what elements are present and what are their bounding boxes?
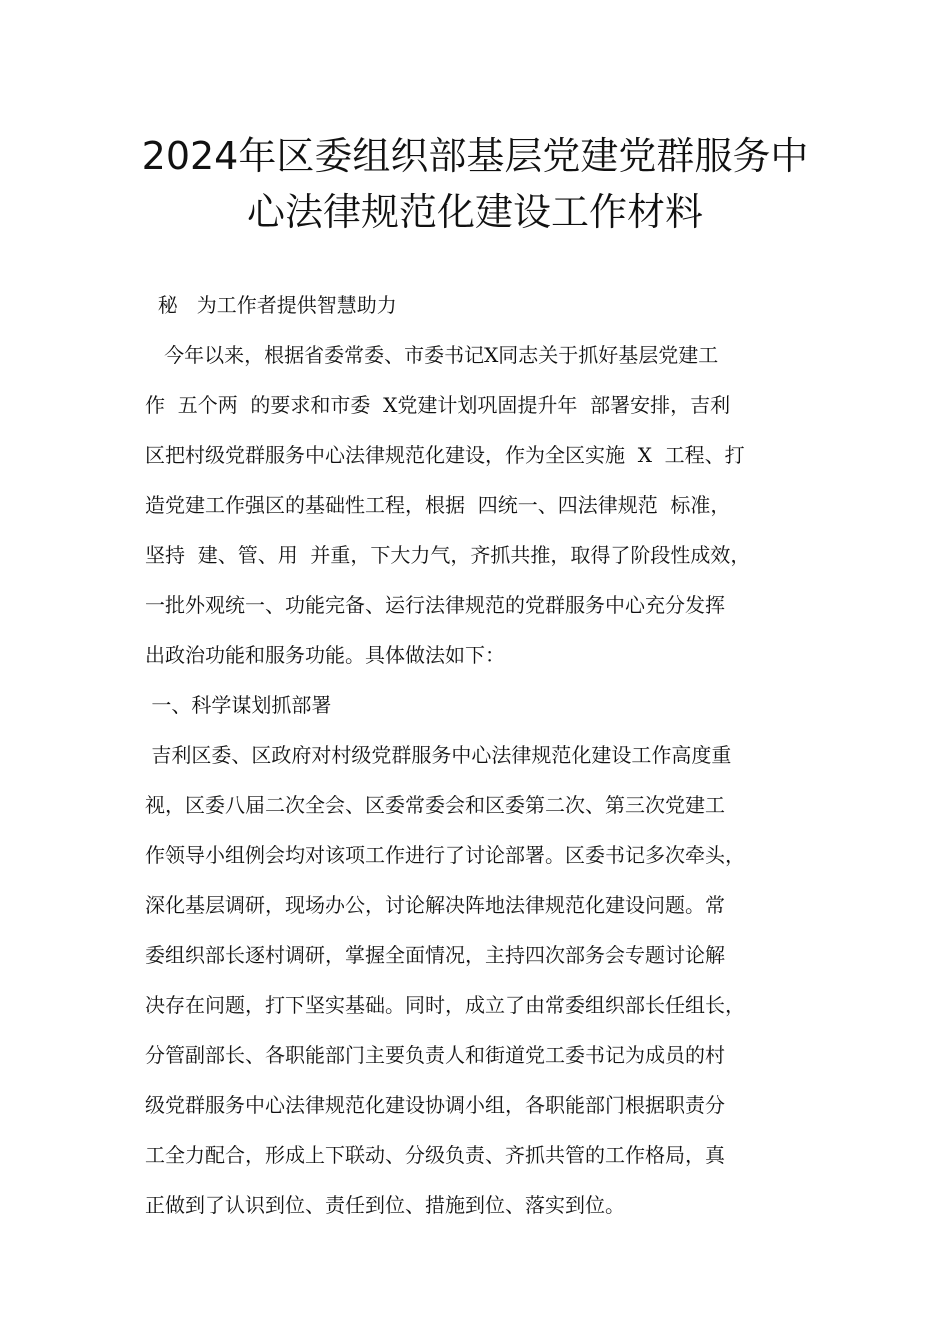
title-line-1: 2024年区委组织部基层党建党群服务中 bbox=[141, 134, 809, 178]
body-line: 工全力配合，形成上下联动、分级负责、齐抓共管的工作格局，真 bbox=[145, 1143, 725, 1167]
body-line: 视，区委八届二次全会、区委常委会和区委第二次、第三次党建工 bbox=[145, 793, 725, 817]
body-line: 作 五个两 的要求和市委 X党建计划巩固提升年 部署安排，吉利 bbox=[145, 393, 731, 417]
section-heading: 一、科学谋划抓部署 bbox=[145, 693, 332, 717]
body-line: 区把村级党群服务中心法律规范化建设，作为全区实施 X 工程、打 bbox=[145, 443, 745, 467]
body-line: 吉利区委、区政府对村级党群服务中心法律规范化建设工作高度重 bbox=[145, 743, 732, 767]
title-line-2: 心法律规范化建设工作材料 bbox=[246, 190, 703, 234]
body-line: 出政治功能和服务功能。具体做法如下： bbox=[145, 643, 505, 667]
body-line: 今年以来，根据省委常委、市委书记X同志关于抓好基层党建工 bbox=[145, 343, 719, 367]
body-line: 作领导小组例会均对该项工作进行了讨论部署。区委书记多次牵头， bbox=[145, 843, 745, 867]
document-title bbox=[100, 128, 850, 240]
body-line: 委组织部长逐村调研，掌握全面情况，主持四次部务会专题讨论解 bbox=[145, 943, 725, 967]
body-line: 级党群服务中心法律规范化建设协调小组，各职能部门根据职责分 bbox=[145, 1093, 725, 1117]
body-line: 分管副部长、各职能部门主要负责人和街道党工委书记为成员的村 bbox=[145, 1043, 725, 1067]
document-body bbox=[145, 280, 835, 1230]
body-line: 造党建工作强区的基础性工程，根据 四统一、四法律规范 标准， bbox=[145, 493, 731, 517]
body-line: 决存在问题，打下坚实基础。同时，成立了由常委组织部长任组长， bbox=[145, 993, 745, 1017]
body-line: 正做到了认识到位、责任到位、措施到位、落实到位。 bbox=[145, 1193, 625, 1217]
body-line: 秘 为工作者提供智慧助力 bbox=[145, 293, 397, 317]
body-line: 一批外观统一、功能完备、运行法律规范的党群服务中心充分发挥 bbox=[145, 593, 725, 617]
body-line: 坚持 建、管、用 并重，下大力气，齐抓共推，取得了阶段性成效， bbox=[145, 543, 751, 567]
body-line: 深化基层调研，现场办公，讨论解决阵地法律规范化建设问题。常 bbox=[145, 893, 725, 917]
